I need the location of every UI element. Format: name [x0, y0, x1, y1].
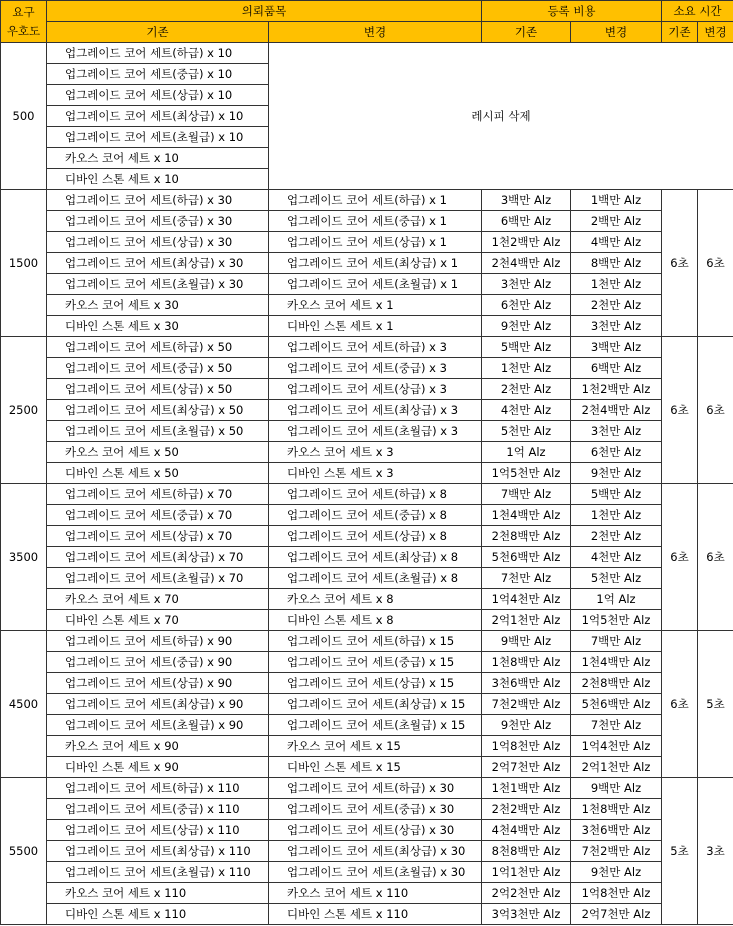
- new-item-cell: 업그레이드 코어 세트(하급) x 30: [269, 778, 482, 799]
- table-row: [1, 358, 733, 379]
- header-time-base: 기존: [662, 22, 698, 43]
- old-item-cell: 업그레이드 코어 세트(상급) x 110: [47, 820, 269, 841]
- old-item-cell: 업그레이드 코어 세트(초월급) x 10: [47, 127, 269, 148]
- table-row: [1, 211, 733, 232]
- new-time-cell: 6초: [698, 190, 733, 337]
- new-cost-cell: 1천만 Alz: [571, 505, 662, 526]
- new-item-cell: 디바인 스톤 세트 x 110: [269, 904, 482, 925]
- old-item-cell: 디바인 스톤 세트 x 10: [47, 169, 269, 190]
- old-item-cell: 업그레이드 코어 세트(중급) x 50: [47, 358, 269, 379]
- new-cost-cell: 2천4백만 Alz: [571, 400, 662, 421]
- old-item-cell: 업그레이드 코어 세트(하급) x 30: [47, 190, 269, 211]
- table-header: [1, 1, 733, 43]
- new-item-cell: 디바인 스톤 세트 x 3: [269, 463, 482, 484]
- old-cost-cell: 2천4백만 Alz: [482, 253, 571, 274]
- table-body: [1, 43, 733, 925]
- new-cost-cell: 5천6백만 Alz: [571, 694, 662, 715]
- old-item-cell: 업그레이드 코어 세트(상급) x 70: [47, 526, 269, 547]
- table-row: [1, 442, 733, 463]
- level-cell: 4500: [1, 631, 47, 778]
- old-cost-cell: 1억 Alz: [482, 442, 571, 463]
- new-item-cell: 업그레이드 코어 세트(최상급) x 1: [269, 253, 482, 274]
- new-cost-cell: 9백만 Alz: [571, 778, 662, 799]
- old-cost-cell: 4천만 Alz: [482, 400, 571, 421]
- new-item-cell: 업그레이드 코어 세트(상급) x 8: [269, 526, 482, 547]
- table-row: [1, 379, 733, 400]
- new-cost-cell: 1억5천만 Alz: [571, 610, 662, 631]
- new-item-cell: 업그레이드 코어 세트(초월급) x 3: [269, 421, 482, 442]
- old-cost-cell: 2천2백만 Alz: [482, 799, 571, 820]
- table-row: [1, 589, 733, 610]
- old-item-cell: 업그레이드 코어 세트(중급) x 30: [47, 211, 269, 232]
- old-item-cell: 업그레이드 코어 세트(중급) x 70: [47, 505, 269, 526]
- old-cost-cell: 2억7천만 Alz: [482, 757, 571, 778]
- old-item-cell: 업그레이드 코어 세트(상급) x 50: [47, 379, 269, 400]
- table-row: [1, 232, 733, 253]
- header-items-base: 기존: [47, 22, 269, 43]
- new-item-cell: 업그레이드 코어 세트(초월급) x 1: [269, 274, 482, 295]
- old-cost-cell: 1천1백만 Alz: [482, 778, 571, 799]
- new-item-cell: 업그레이드 코어 세트(상급) x 1: [269, 232, 482, 253]
- table-row: [1, 862, 733, 883]
- old-cost-cell: 1억5천만 Alz: [482, 463, 571, 484]
- new-cost-cell: 1백만 Alz: [571, 190, 662, 211]
- old-item-cell: 카오스 코어 세트 x 10: [47, 148, 269, 169]
- old-item-cell: 디바인 스톤 세트 x 70: [47, 610, 269, 631]
- new-item-cell: 업그레이드 코어 세트(초월급) x 8: [269, 568, 482, 589]
- new-cost-cell: 1천만 Alz: [571, 274, 662, 295]
- new-cost-cell: 4천만 Alz: [571, 547, 662, 568]
- new-cost-cell: 6천만 Alz: [571, 442, 662, 463]
- table-row: [1, 253, 733, 274]
- new-cost-cell: 1억4천만 Alz: [571, 736, 662, 757]
- level-cell: 500: [1, 43, 47, 190]
- new-item-cell: 업그레이드 코어 세트(최상급) x 15: [269, 694, 482, 715]
- level-cell: 1500: [1, 190, 47, 337]
- new-cost-cell: 1억 Alz: [571, 589, 662, 610]
- table-row: [1, 841, 733, 862]
- new-cost-cell: 7백만 Alz: [571, 631, 662, 652]
- old-item-cell: 업그레이드 코어 세트(최상급) x 30: [47, 253, 269, 274]
- old-item-cell: 업그레이드 코어 세트(초월급) x 90: [47, 715, 269, 736]
- new-cost-cell: 4백만 Alz: [571, 232, 662, 253]
- new-item-cell: 카오스 코어 세트 x 1: [269, 295, 482, 316]
- old-cost-cell: 1천2백만 Alz: [482, 232, 571, 253]
- level-cell: 2500: [1, 337, 47, 484]
- header-cost-changed: 변경: [571, 22, 662, 43]
- new-item-cell: 업그레이드 코어 세트(초월급) x 30: [269, 862, 482, 883]
- old-item-cell: 업그레이드 코어 세트(중급) x 10: [47, 64, 269, 85]
- header-level-line2: 우호도: [6, 23, 41, 38]
- old-item-cell: 업그레이드 코어 세트(초월급) x 30: [47, 274, 269, 295]
- new-item-cell: 업그레이드 코어 세트(중급) x 1: [269, 211, 482, 232]
- old-item-cell: 카오스 코어 세트 x 70: [47, 589, 269, 610]
- old-item-cell: 업그레이드 코어 세트(최상급) x 10: [47, 106, 269, 127]
- old-item-cell: 업그레이드 코어 세트(상급) x 30: [47, 232, 269, 253]
- new-item-cell: 디바인 스톤 세트 x 8: [269, 610, 482, 631]
- new-item-cell: 업그레이드 코어 세트(중급) x 8: [269, 505, 482, 526]
- new-item-cell: 카오스 코어 세트 x 15: [269, 736, 482, 757]
- table-row: [1, 652, 733, 673]
- header-level-line1: 요구: [12, 4, 35, 19]
- old-item-cell: 카오스 코어 세트 x 90: [47, 736, 269, 757]
- new-item-cell: 업그레이드 코어 세트(하급) x 3: [269, 337, 482, 358]
- new-item-cell: 업그레이드 코어 세트(중급) x 15: [269, 652, 482, 673]
- table-row: [1, 883, 733, 904]
- old-cost-cell: 1천4백만 Alz: [482, 505, 571, 526]
- old-item-cell: 업그레이드 코어 세트(최상급) x 90: [47, 694, 269, 715]
- table-row: [1, 568, 733, 589]
- header-items: 의뢰품목: [47, 1, 482, 22]
- old-cost-cell: 3억3천만 Alz: [482, 904, 571, 925]
- new-time-cell: 6초: [698, 484, 733, 631]
- table-row: [1, 631, 733, 652]
- old-item-cell: 카오스 코어 세트 x 110: [47, 883, 269, 904]
- new-cost-cell: 6백만 Alz: [571, 358, 662, 379]
- old-item-cell: 업그레이드 코어 세트(최상급) x 50: [47, 400, 269, 421]
- old-cost-cell: 5천6백만 Alz: [482, 547, 571, 568]
- new-cost-cell: 7천만 Alz: [571, 715, 662, 736]
- old-item-cell: 디바인 스톤 세트 x 110: [47, 904, 269, 925]
- new-cost-cell: 3천만 Alz: [571, 421, 662, 442]
- new-item-cell: 업그레이드 코어 세트(상급) x 15: [269, 673, 482, 694]
- old-cost-cell: 8천8백만 Alz: [482, 841, 571, 862]
- new-cost-cell: 1천2백만 Alz: [571, 379, 662, 400]
- new-cost-cell: 9천만 Alz: [571, 862, 662, 883]
- recipe-deleted-note: 레시피 삭제: [269, 43, 733, 190]
- header-time: 소요 시간: [662, 1, 733, 22]
- new-cost-cell: 1천8백만 Alz: [571, 799, 662, 820]
- table-row: [1, 316, 733, 337]
- level-cell: 5500: [1, 778, 47, 925]
- table-row: [1, 547, 733, 568]
- old-item-cell: 업그레이드 코어 세트(초월급) x 50: [47, 421, 269, 442]
- old-item-cell: 업그레이드 코어 세트(하급) x 10: [47, 43, 269, 64]
- new-cost-cell: 2억7천만 Alz: [571, 904, 662, 925]
- old-cost-cell: 1천8백만 Alz: [482, 652, 571, 673]
- old-item-cell: 업그레이드 코어 세트(상급) x 90: [47, 673, 269, 694]
- table-row: [1, 484, 733, 505]
- new-cost-cell: 2천만 Alz: [571, 526, 662, 547]
- new-item-cell: 카오스 코어 세트 x 110: [269, 883, 482, 904]
- old-cost-cell: 2억1천만 Alz: [482, 610, 571, 631]
- table-row: [1, 421, 733, 442]
- old-cost-cell: 4천4백만 Alz: [482, 820, 571, 841]
- old-item-cell: 업그레이드 코어 세트(초월급) x 70: [47, 568, 269, 589]
- new-cost-cell: 8백만 Alz: [571, 253, 662, 274]
- new-item-cell: 업그레이드 코어 세트(최상급) x 3: [269, 400, 482, 421]
- old-item-cell: 디바인 스톤 세트 x 90: [47, 757, 269, 778]
- new-item-cell: 업그레이드 코어 세트(하급) x 15: [269, 631, 482, 652]
- table-row: [1, 505, 733, 526]
- new-cost-cell: 7천2백만 Alz: [571, 841, 662, 862]
- new-cost-cell: 2백만 Alz: [571, 211, 662, 232]
- old-item-cell: 디바인 스톤 세트 x 30: [47, 316, 269, 337]
- table-row: [1, 736, 733, 757]
- new-cost-cell: 5백만 Alz: [571, 484, 662, 505]
- table-row: [1, 778, 733, 799]
- table-row: [1, 610, 733, 631]
- old-cost-cell: 9천만 Alz: [482, 316, 571, 337]
- table-row: [1, 820, 733, 841]
- new-item-cell: 업그레이드 코어 세트(상급) x 30: [269, 820, 482, 841]
- table-row: [1, 694, 733, 715]
- old-cost-cell: 2천만 Alz: [482, 379, 571, 400]
- old-cost-cell: 1억1천만 Alz: [482, 862, 571, 883]
- old-item-cell: 카오스 코어 세트 x 50: [47, 442, 269, 463]
- old-cost-cell: 3백만 Alz: [482, 190, 571, 211]
- table-row: [1, 190, 733, 211]
- old-cost-cell: 1억4천만 Alz: [482, 589, 571, 610]
- old-item-cell: 업그레이드 코어 세트(하급) x 90: [47, 631, 269, 652]
- old-cost-cell: 3천6백만 Alz: [482, 673, 571, 694]
- old-item-cell: 업그레이드 코어 세트(초월급) x 110: [47, 862, 269, 883]
- old-item-cell: 카오스 코어 세트 x 30: [47, 295, 269, 316]
- new-time-cell: 3초: [698, 778, 733, 925]
- old-cost-cell: 7천만 Alz: [482, 568, 571, 589]
- old-cost-cell: 6백만 Alz: [482, 211, 571, 232]
- new-cost-cell: 3천6백만 Alz: [571, 820, 662, 841]
- old-item-cell: 업그레이드 코어 세트(하급) x 110: [47, 778, 269, 799]
- old-cost-cell: 1천만 Alz: [482, 358, 571, 379]
- new-item-cell: 업그레이드 코어 세트(하급) x 8: [269, 484, 482, 505]
- new-item-cell: 업그레이드 코어 세트(중급) x 30: [269, 799, 482, 820]
- table-row: [1, 673, 733, 694]
- old-time-cell: 5초: [662, 778, 698, 925]
- old-item-cell: 디바인 스톤 세트 x 50: [47, 463, 269, 484]
- header-cost-base: 기존: [482, 22, 571, 43]
- new-cost-cell: 3천만 Alz: [571, 316, 662, 337]
- old-cost-cell: 3천만 Alz: [482, 274, 571, 295]
- old-cost-cell: 9백만 Alz: [482, 631, 571, 652]
- table-row: [1, 337, 733, 358]
- new-item-cell: 카오스 코어 세트 x 3: [269, 442, 482, 463]
- table-row: [1, 295, 733, 316]
- new-item-cell: 업그레이드 코어 세트(하급) x 1: [269, 190, 482, 211]
- new-cost-cell: 2천8백만 Alz: [571, 673, 662, 694]
- header-cost: 등록 비용: [482, 1, 662, 22]
- header-items-changed: 변경: [269, 22, 482, 43]
- old-item-cell: 업그레이드 코어 세트(최상급) x 110: [47, 841, 269, 862]
- old-item-cell: 업그레이드 코어 세트(중급) x 90: [47, 652, 269, 673]
- old-time-cell: 6초: [662, 337, 698, 484]
- new-item-cell: 카오스 코어 세트 x 8: [269, 589, 482, 610]
- new-cost-cell: 2천만 Alz: [571, 295, 662, 316]
- table-row: [1, 43, 733, 64]
- old-time-cell: 6초: [662, 190, 698, 337]
- header-time-changed: 변경: [698, 22, 733, 43]
- new-item-cell: 디바인 스톤 세트 x 1: [269, 316, 482, 337]
- new-item-cell: 디바인 스톤 세트 x 15: [269, 757, 482, 778]
- level-cell: 3500: [1, 484, 47, 631]
- table-row: [1, 400, 733, 421]
- table-row: [1, 715, 733, 736]
- old-cost-cell: 5천만 Alz: [482, 421, 571, 442]
- new-item-cell: 업그레이드 코어 세트(초월급) x 15: [269, 715, 482, 736]
- old-item-cell: 업그레이드 코어 세트(상급) x 10: [47, 85, 269, 106]
- old-item-cell: 업그레이드 코어 세트(최상급) x 70: [47, 547, 269, 568]
- new-cost-cell: 3백만 Alz: [571, 337, 662, 358]
- old-cost-cell: 2억2천만 Alz: [482, 883, 571, 904]
- old-cost-cell: 2천8백만 Alz: [482, 526, 571, 547]
- new-cost-cell: 5천만 Alz: [571, 568, 662, 589]
- new-cost-cell: 2억1천만 Alz: [571, 757, 662, 778]
- new-item-cell: 업그레이드 코어 세트(최상급) x 8: [269, 547, 482, 568]
- new-item-cell: 업그레이드 코어 세트(상급) x 3: [269, 379, 482, 400]
- new-cost-cell: 9천만 Alz: [571, 463, 662, 484]
- old-cost-cell: 1억8천만 Alz: [482, 736, 571, 757]
- new-cost-cell: 1억8천만 Alz: [571, 883, 662, 904]
- old-time-cell: 6초: [662, 484, 698, 631]
- old-cost-cell: 7천2백만 Alz: [482, 694, 571, 715]
- new-item-cell: 업그레이드 코어 세트(최상급) x 30: [269, 841, 482, 862]
- table-row: [1, 463, 733, 484]
- old-item-cell: 업그레이드 코어 세트(중급) x 110: [47, 799, 269, 820]
- old-item-cell: 업그레이드 코어 세트(하급) x 50: [47, 337, 269, 358]
- table-row: [1, 526, 733, 547]
- header-level: [1, 1, 47, 43]
- old-cost-cell: 5백만 Alz: [482, 337, 571, 358]
- new-time-cell: 5초: [698, 631, 733, 778]
- old-cost-cell: 9천만 Alz: [482, 715, 571, 736]
- table-row: [1, 274, 733, 295]
- new-cost-cell: 1천4백만 Alz: [571, 652, 662, 673]
- old-cost-cell: 6천만 Alz: [482, 295, 571, 316]
- table-row: [1, 757, 733, 778]
- table-row: [1, 904, 733, 925]
- table-row: [1, 799, 733, 820]
- old-item-cell: 업그레이드 코어 세트(하급) x 70: [47, 484, 269, 505]
- old-time-cell: 6초: [662, 631, 698, 778]
- old-cost-cell: 7백만 Alz: [482, 484, 571, 505]
- new-item-cell: 업그레이드 코어 세트(중급) x 3: [269, 358, 482, 379]
- new-time-cell: 6초: [698, 337, 733, 484]
